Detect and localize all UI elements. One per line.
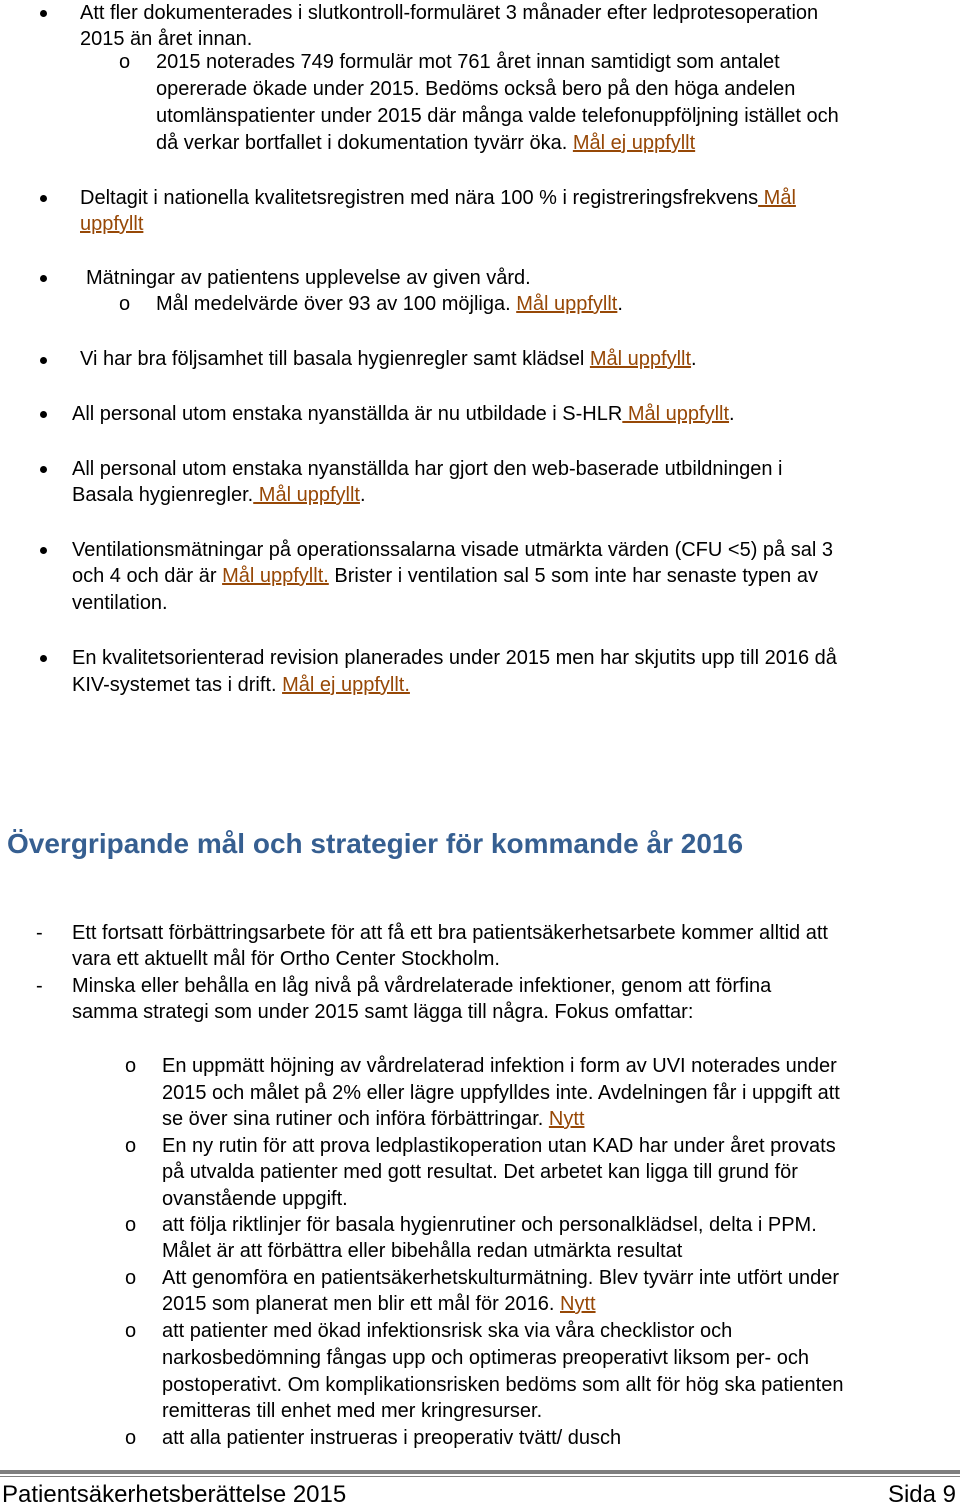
focus-item-text: En ny rutin för att prova ledplastikoperation utan KAD har under året provats bbox=[162, 1135, 836, 1157]
focus-item-text: En uppmätt höjning av vårdrelaterad infektion i form av UVI noterades under bbox=[162, 1055, 837, 1077]
focus-item-text: att alla patienter instrueras i preoperativ tvätt/ dusch bbox=[162, 1427, 622, 1449]
bullet-icon bbox=[40, 547, 47, 554]
bullet-text-part: Brister i ventilation sal 5 som inte har senaste typen av bbox=[328, 565, 818, 587]
page-number: Sida 9 bbox=[887, 1481, 956, 1508]
strategy-text: samma strategi som under 2015 samt lägga till några. Fokus omfattar: bbox=[72, 1001, 694, 1023]
focus-item-text: remitteras till enhet med mer kringresurser. bbox=[162, 1400, 543, 1422]
focus-item-text: att patienter med ökad infektionsrisk ska via våra checklistor och bbox=[162, 1320, 733, 1342]
sub-bullet-icon: o bbox=[119, 293, 131, 315]
sub-bullet-text: 2015 noterades 749 formulär mot 761 året innan samtidigt som antalet bbox=[156, 51, 780, 73]
bullet-text-part: Deltagit i nationella kvalitetsregistren med nära 100 % i registreringsfrekvens bbox=[80, 187, 759, 209]
bullet-text: All personal utom enstaka nyanställda har gjort den web-baserade utbildningen i bbox=[72, 458, 783, 480]
bullet-text: En kvalitetsorienterad revision planerades under 2015 men har skjutits upp till 2016 då bbox=[72, 647, 837, 669]
bullet-icon bbox=[40, 10, 47, 17]
focus-item-text: på utvalda patienter med gott resultat. Det arbetet kan ligga till grund för bbox=[162, 1161, 798, 1183]
bullet-text: 2015 än året innan. bbox=[80, 28, 253, 50]
new-goal-link[interactable]: Nytt bbox=[548, 1108, 585, 1130]
bullet-text bbox=[80, 211, 143, 237]
sub-bullet-icon: o bbox=[125, 1267, 137, 1289]
sub-bullet-icon: o bbox=[119, 51, 131, 73]
goal-status-link[interactable]: Mål uppfyllt. bbox=[222, 565, 329, 587]
sub-bullet-text: utomlänspatienter under 2015 där många valde telefonuppföljning istället och bbox=[156, 105, 839, 127]
bullet-text bbox=[80, 185, 796, 211]
focus-item-text: Att genomföra en patientsäkerhetskulturmätning. Blev tyvärr inte utfört under bbox=[162, 1267, 840, 1289]
sub-bullet-text bbox=[156, 291, 623, 317]
bullet-text: Mätningar av patientens upplevelse av given vård. bbox=[86, 267, 531, 289]
goal-status-link[interactable]: Mål uppfyllt bbox=[253, 484, 360, 506]
bullet-icon bbox=[40, 357, 47, 364]
goal-status-link[interactable]: Mål ej uppfyllt bbox=[572, 132, 696, 154]
bullet-text-part: Vi har bra följsamhet till basala hygienregler samt klädsel bbox=[80, 348, 590, 370]
dash-marker: - bbox=[36, 975, 43, 997]
goal-status-link[interactable]: uppfyllt bbox=[80, 213, 144, 235]
sub-bullet-icon: o bbox=[125, 1214, 137, 1236]
punctuation: . bbox=[691, 348, 697, 370]
sub-bullet-text-part: Mål medelvärde över 93 av 100 möjliga. bbox=[156, 293, 511, 315]
bullet-text: ventilation. bbox=[72, 592, 168, 614]
section-heading: Övergripande mål och strategier för kommande år 2016 bbox=[7, 828, 744, 859]
bullet-text bbox=[72, 563, 818, 589]
focus-item-text-part: 2015 som planerat men blir ett mål för 2016. bbox=[162, 1293, 560, 1315]
bullet-text: Att fler dokumenterades i slutkontroll-formuläret 3 månader efter ledprotesoperation bbox=[80, 2, 819, 24]
sub-bullet-icon: o bbox=[125, 1055, 137, 1077]
bullet-icon bbox=[40, 275, 47, 282]
goal-status-link[interactable]: Mål uppfyllt bbox=[622, 403, 730, 425]
focus-item-text: postoperativt. Om komplikationsrisken bedöms som allt för hög ska patienten bbox=[162, 1374, 844, 1396]
bullet-text bbox=[72, 672, 410, 698]
goal-status-link[interactable]: Mål ej uppfyllt. bbox=[282, 674, 410, 696]
bullet-text: Ventilationsmätningar på operationssalarna visade utmärkta värden (CFU <5) på sal 3 bbox=[72, 539, 833, 561]
bullet-text-part: och 4 och där är bbox=[72, 565, 223, 587]
sub-bullet-text-part: då verkar bortfallet i dokumentation tyvärr öka. bbox=[156, 132, 568, 154]
sub-bullet-icon: o bbox=[125, 1427, 137, 1449]
bullet-text-part: Basala hygienregler. bbox=[72, 484, 254, 506]
focus-item-text: Målet är att förbättra eller bibehålla redan utmärkta resultat bbox=[162, 1240, 683, 1262]
punctuation: . bbox=[359, 484, 366, 506]
bullet-icon bbox=[40, 466, 47, 473]
focus-item-text-part: se över sina rutiner och införa förbättringar. bbox=[162, 1108, 549, 1130]
sub-bullet-icon: o bbox=[125, 1320, 137, 1342]
focus-item-text: att följa riktlinjer för basala hygienrutiner och personalklädsel, delta i PPM. bbox=[162, 1214, 817, 1236]
goal-status-link[interactable]: Mål uppfyllt bbox=[516, 293, 618, 315]
bullet-icon bbox=[40, 195, 47, 202]
goal-status-link[interactable]: Mål bbox=[758, 187, 796, 209]
sub-bullet-icon: o bbox=[125, 1135, 137, 1157]
punctuation: . bbox=[729, 403, 735, 425]
focus-item-text: ovanstående uppgift. bbox=[162, 1188, 348, 1210]
bullet-icon bbox=[40, 411, 47, 418]
footer-rule-thin bbox=[0, 1476, 960, 1477]
footer-title: Patientsäkerhetsberättelse 2015 bbox=[2, 1481, 347, 1508]
focus-item-text: 2015 och målet på 2% eller lägre uppfylldes inte. Avdelningen får i uppgift att bbox=[162, 1082, 840, 1104]
bullet-text bbox=[72, 401, 735, 427]
strategy-text: vara ett aktuellt mål för Ortho Center Stockholm. bbox=[72, 948, 500, 970]
sub-bullet-text bbox=[156, 130, 695, 156]
bullet-icon bbox=[40, 655, 47, 662]
footer-rule bbox=[0, 1470, 960, 1474]
bullet-text bbox=[80, 346, 697, 372]
new-goal-link[interactable]: Nytt bbox=[560, 1293, 596, 1315]
dash-marker: - bbox=[36, 922, 43, 944]
bullet-text bbox=[72, 482, 366, 508]
sub-bullet-text: opererade ökade under 2015. Bedöms också bero på den höga andelen bbox=[156, 78, 796, 100]
focus-item-text: narkosbedömning fångas upp och optimeras preoperativt liksom per- och bbox=[162, 1347, 810, 1369]
bullet-text-part: All personal utom enstaka nyanställda är nu utbildade i S-HLR bbox=[72, 403, 623, 425]
strategy-text: Ett fortsatt förbättringsarbete för att få ett bra patientsäkerhetsarbete kommer alltid att bbox=[72, 922, 828, 944]
focus-item-text bbox=[162, 1106, 584, 1132]
strategy-text: Minska eller behålla en låg nivå på vårdrelaterade infektioner, genom att förfina bbox=[72, 975, 772, 997]
bullet-text-part: KIV-systemet tas i drift. bbox=[72, 674, 283, 696]
focus-item-text bbox=[162, 1291, 596, 1317]
goal-status-link[interactable]: Mål uppfyllt bbox=[589, 348, 692, 370]
punctuation: . bbox=[617, 293, 623, 315]
